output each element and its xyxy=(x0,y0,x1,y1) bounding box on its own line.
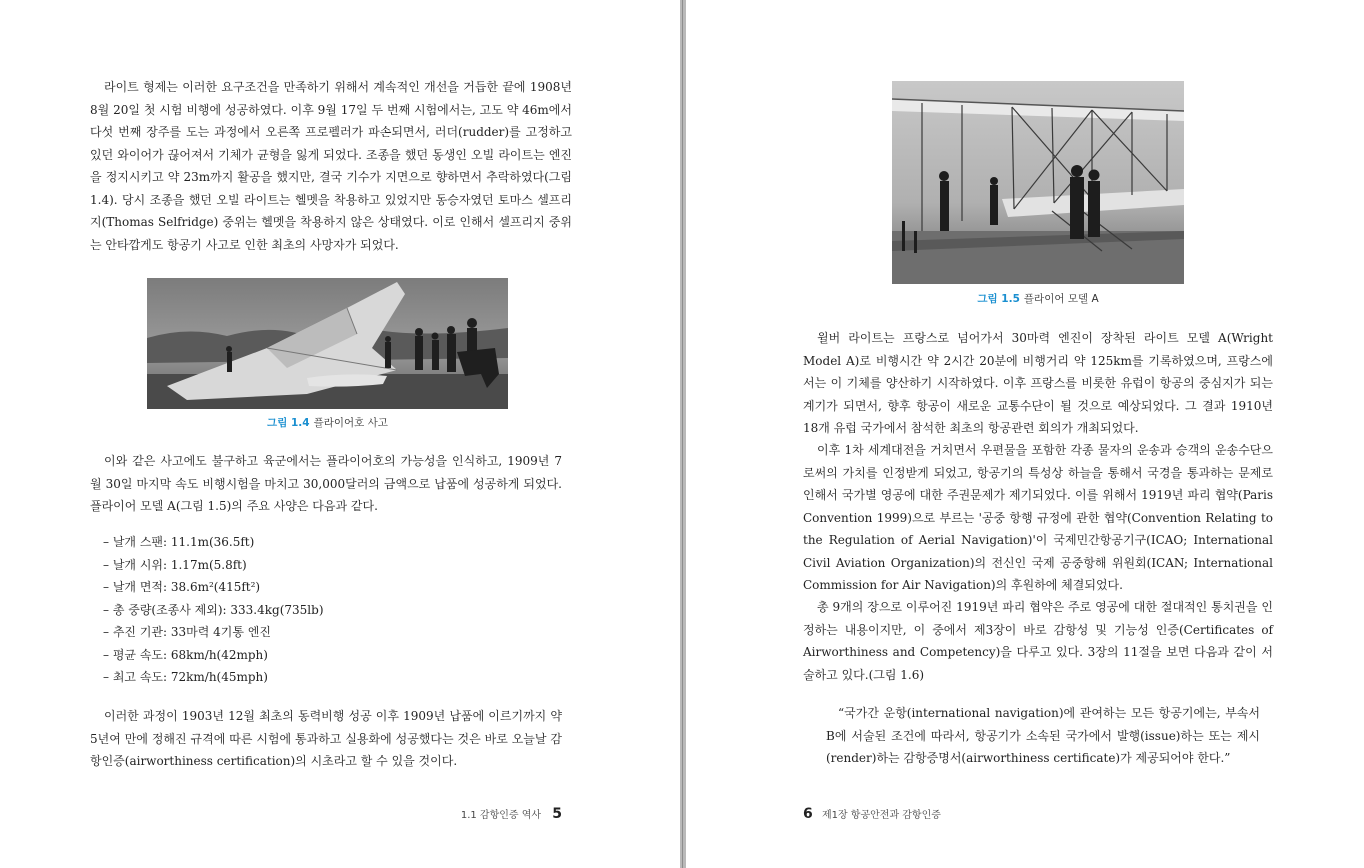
page-number: 5 xyxy=(552,806,562,822)
figure-1-4-caption xyxy=(147,415,508,430)
left-page xyxy=(0,0,680,868)
left-paragraph-3: 이러한 과정이 1903년 12월 최초의 동력비행 성공 이후 1909년 납품에 이르기까지 약 5년여 만에 정해진 규격에 따른 시험에 통과하고 실용화에 성공했다는 것은 바로 오늘날 감항인증(airworthiness certification)의 시초라고 할 수 있을 것이다. xyxy=(90,709,562,768)
spec-item: – 추진 기관: 33마력 4기통 엔진 xyxy=(103,625,271,639)
right-footer xyxy=(803,806,941,822)
spec-list xyxy=(103,531,503,689)
left-paragraph-2: 이와 같은 사고에도 불구하고 육군에서는 플라이어호의 가능성을 인식하고, 1909년 7월 30일 마지막 속도 비행시험을 마치고 30,000달러의 금액으로 납품에 성공하게 되었다. 플라이어 모델 A(그림 1.5)의 주요 사양은 다음과 같다. xyxy=(90,454,562,513)
figure-1-4-photo xyxy=(147,278,508,409)
spec-item: – 평균 속도: 68km/h(42mph) xyxy=(103,647,268,662)
spec-item: – 날개 시위: 1.17m(5.8ft) xyxy=(103,557,247,572)
right-paragraph-1: 윌버 라이트는 프랑스로 넘어가서 30마력 엔진이 장착된 라이트 모델 A(Wright Model A)로 비행시간 약 2시간 20분에 비행거리 약 125km를 기록하였으며, 프랑스에서는 이 기체를 양산하기 시작하였다. 이후 프랑스를 비롯한 유럽이 항공의 중심지가 되는 계기가 되면서, 향후 항공이 새로운 교통수단이 될 것으로 예상되었다. 그 결과 1910년 18개 유럽 국가에서 참석한 최초의 항공관련 회의가 개최되었다. xyxy=(803,331,1273,435)
spec-item: – 최고 속도: 72km/h(45mph) xyxy=(103,670,268,684)
figure-1-5-number: 그림 1.5 xyxy=(977,293,1020,305)
spec-item: – 총 중량(조종사 제외): 333.4kg(735lb) xyxy=(103,602,324,617)
right-paragraph-3: 총 9개의 장으로 이루어진 1919년 파리 협약은 주로 영공에 대한 절대적인 통치권을 인정하는 내용이지만, 이 중에서 제3장이 바로 감항성 및 기능성 인증(Certificates of Airworthiness and Competency)을 다루고 있다. 3장의 11절을 보면 다음과 같이 서술하고 있다.(그림 1.6) xyxy=(803,600,1273,682)
spec-item: – 날개 스팬: 11.1m(36.5ft) xyxy=(103,535,255,549)
footer-chapter-title: 제1장 항공안전과 감항인증 xyxy=(821,810,941,821)
figure-1-5-title: 플라이어 모델 A xyxy=(1023,293,1099,305)
right-paragraph-2: 이후 1차 세계대전을 거치면서 우편물을 포함한 각종 물자의 운송과 승객의 운송수단으로써의 가치를 인정받게 되었고, 항공기의 특성상 하늘을 통해서 국경을 통과하는 문제로 인해서 국가별 영공에 대한 주권문제가 제기되었다. 이를 위해서 1919년 파리 협약(Paris Convention 1999)으로 부르는 '공중 항행 규정에 관한 협약(Convention Relating to the Regulation of Aerial Navigation)'이 국제민간항공기구(ICAO; International Civil Aviation Organization)의 전신인 국제 공중항해 위원회(ICAN; International Commission for Air Navigation)의 후원하에 체결되었다. xyxy=(803,443,1273,592)
right-page xyxy=(686,0,1364,868)
figure-1-4-number: 그림 1.4 xyxy=(267,417,310,429)
blockquote: “국가간 운항(international navigation)에 관여하는 모든 항공기에는, 부속서 B에 서술된 조건에 따라서, 항공기가 소속된 국가에서 발행(issue)하는 또는 제시(render)하는 감항증명서(airworthiness certificate)가 제공되어야 한다.” xyxy=(826,706,1260,765)
figure-1-4-title: 플라이어호 사고 xyxy=(313,417,388,429)
footer-section-title: 1.1 감항인증 역사 xyxy=(460,810,542,821)
spec-item: – 날개 면적: 38.6m²(415ft²) xyxy=(103,580,261,594)
figure-1-5-caption xyxy=(892,291,1184,306)
page-number: 6 xyxy=(803,806,813,822)
figure-1-5-photo xyxy=(892,81,1184,284)
left-paragraph-1: 라이트 형제는 이러한 요구조건을 만족하기 위해서 계속적인 개선을 거듭한 끝에 1908년 8월 20일 첫 시험 비행에 성공하였다. 이후 9월 17일 두 번째 시험에서는, 고도 약 46m에서 다섯 번째 장주를 도는 과정에서 오른쪽 프로펠러가 파손되면서, 러더(rudder)를 고정하고 있던 와이어가 끊어져서 기체가 균형을 잃게 되었다. 조종을 했던 동생인 오빌 라이트는 엔진을 정지시키고 약 23m까지 활공을 했지만, 결국 기수가 지면으로 향하면서 추락하였다(그림 1.4). 당시 조종을 했던 오빌 라이트는 헬멧을 착용하고 있었지만 동승자였던 토마스 셀프리지(Thomas Selfridge) 중위는 헬멧을 착용하지 않은 상태였다. 이로 인해서 셀프리지 중위는 안타깝게도 항공기 사고로 인한 최초의 사망자가 되었다. xyxy=(90,80,572,252)
left-footer xyxy=(461,806,562,822)
flyer-model-a-photo-illustration xyxy=(892,81,1184,284)
crash-photo-illustration xyxy=(147,278,508,409)
gutter-divider xyxy=(682,0,683,868)
